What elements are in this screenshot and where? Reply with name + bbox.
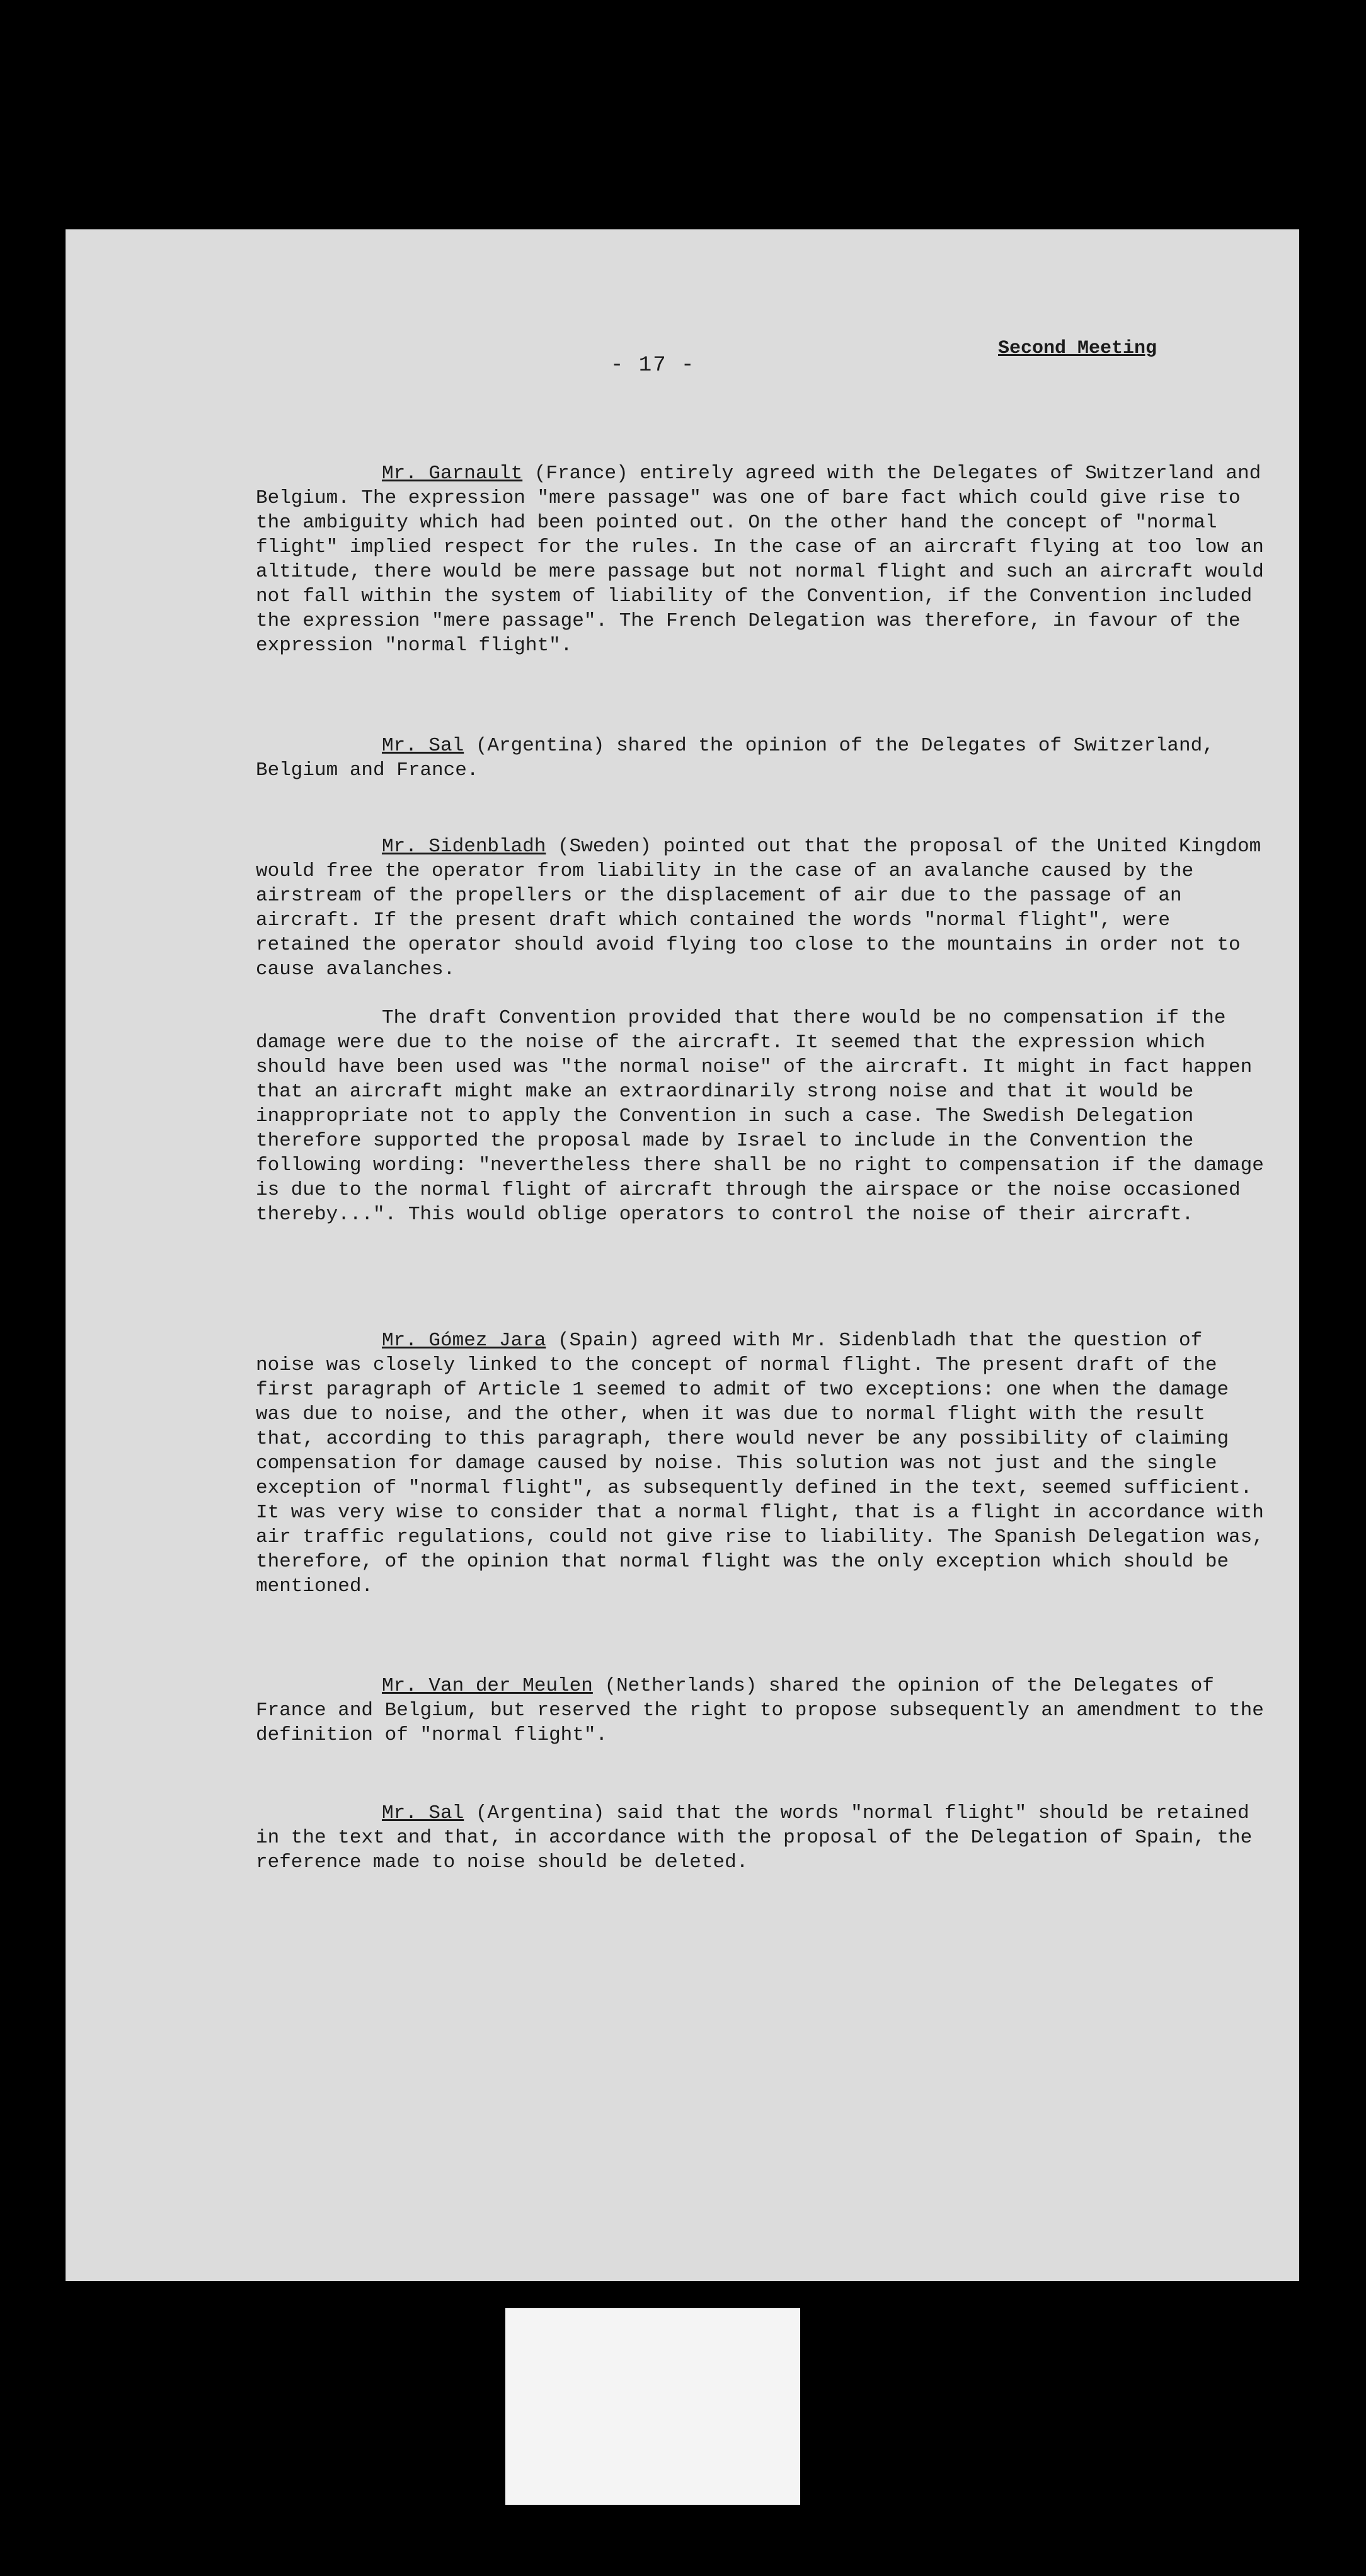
paragraph-sidenbladh [256,834,1264,982]
paragraph-text: (Argentina) said that the words "normal flight" should be retained in the text and that, in accordance with the proposal of the Delegation of Spain, the reference made to noise should be deleted. [256,1802,1253,1873]
paragraph-sidenbladh-continued [256,1006,1264,1227]
speaker-name: Mr. Sal [382,735,464,757]
paragraph-text: (Argentina) shared the opinion of the Delegates of Switzerland, Belgium and France. [256,735,1214,781]
paragraph-text: The draft Convention provided that there would be no compensation if the damage were due to the noise of the aircraft. It seemed that the expression which should have been used was "the normal noise" of the aircraft. It might in fact happen that an aircraft might make an extraordinarily strong noise and that it would be inappropriate not to apply the Convention in such a case. The Swedish Delegation therefore supported the proposal made by Israel to include in the Convention the following wording: "nevertheless there shall be no right to compensation if the damage is due to the normal flight of aircraft through the airspace or the noise occasioned thereby...". This would oblige operators to control the noise of their aircraft. [256,1007,1264,1226]
paragraph-sal-1 [256,733,1264,783]
paragraph-garnault [256,461,1264,658]
running-head: Second Meeting [998,338,1157,359]
paragraph-text: (Spain) agreed with Mr. Sidenbladh that the question of noise was closely linked to the concept of normal flight. The present draft of the first paragraph of Article 1 seemed to admit of two exceptions: one when the damage was due to noise, and the other, when it was due to normal flight with the result that, according to this paragraph, there would never be any possibility of claiming compensation for damage caused by noise. This solution was not just and the single exception of "normal flight", as subsequently defined in the text, seemed sufficient. It was very wise to consider that a normal flight, that is a flight in accordance with air traffic regulations, could not give rise to liability. The Spanish Delegation was, therefore, of the opinion that normal flight was the only exception which should be mentioned. [256,1330,1264,1597]
speaker-name: Mr. Garnault [382,463,523,485]
page-number: - 17 - [611,354,696,377]
speaker-name: Mr. Van der Meulen [382,1675,593,1697]
paragraph-van-der-meulen [256,1674,1264,1747]
speaker-name: Mr. Sidenbladh [382,836,546,858]
paragraph-text: (Netherlands) shared the opinion of the Delegates of France and Belgium, but reserved the right to propose subsequently an amendment to the definition of "normal flight". [256,1675,1264,1746]
speaker-name: Mr. Gómez Jara [382,1330,546,1352]
paragraph-text: (Sweden) pointed out that the proposal of the United Kingdom would free the operator from liability in the case of an avalanche caused by the airstream of the propellers or the displacement of air due to the passage of an aircraft. If the present draft which contained the words "normal flight", were retained the operator should avoid flying too close to the mountains in order not to cause avalanches. [256,836,1261,980]
paragraph-text: (France) entirely agreed with the Delegates of Switzerland and Belgium. The expression "mere passage" was one of bare fact which could give rise to the ambiguity which had been pointed out. On the other hand the concept of "normal flight" implied respect for the rules. In the case of an aircraft flying at too low an altitude, there would be mere passage but not normal flight and such an aircraft would not fall within the system of liability of the Convention, if the Convention included the expression "mere passage". The French Delegation was therefore, in favour of the expression "normal flight". [256,463,1264,657]
paragraph-gomez-jara [256,1328,1264,1599]
document-page [66,229,1299,2281]
paragraph-sal-2 [256,1801,1264,1875]
blank-paper-slip [505,2308,800,2505]
speaker-name: Mr. Sal [382,1802,464,1824]
